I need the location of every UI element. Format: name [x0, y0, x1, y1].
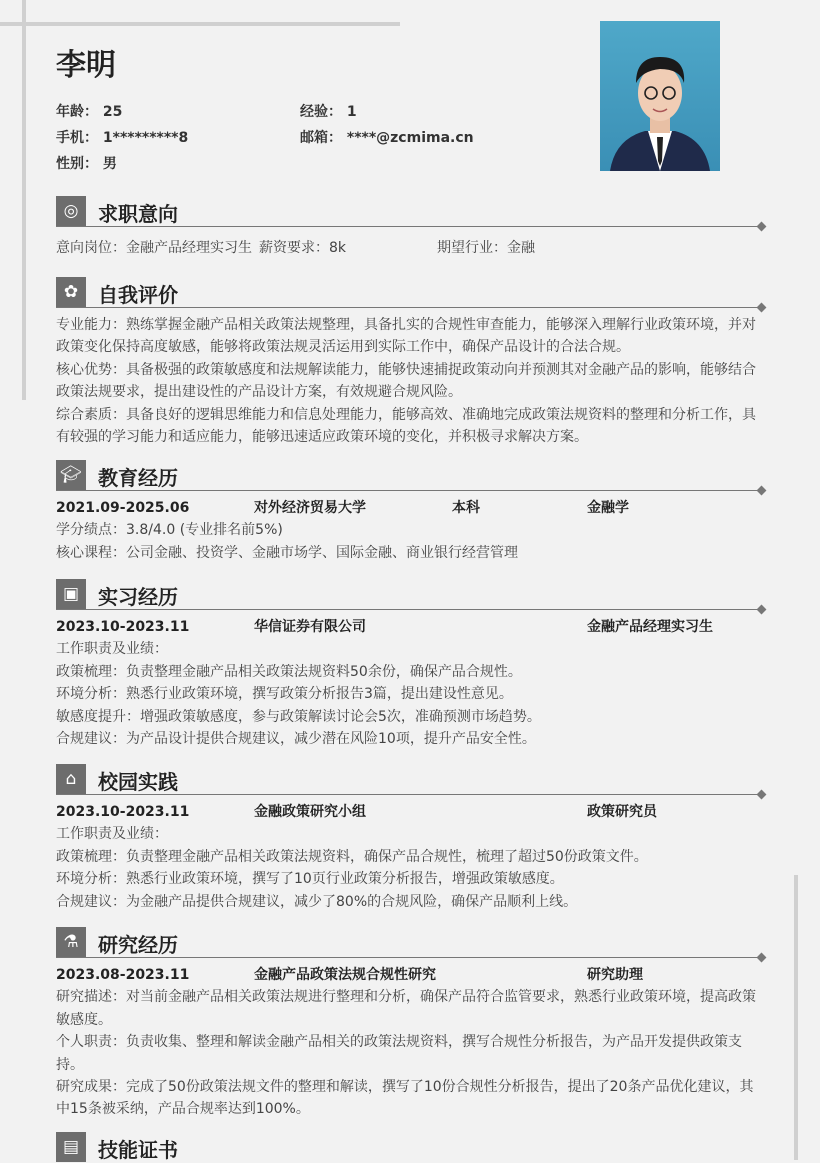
phone: 1*********8 [102, 130, 189, 146]
section-campus [56, 764, 765, 913]
email: ****@zcmima.cn [346, 130, 474, 146]
exp-label: 经验： [300, 104, 342, 120]
flower-icon: ✿ [56, 277, 86, 307]
intern-line: 政策梳理：负责整理金融产品相关政策法规资料50余份，确保产品合规性。 [56, 663, 522, 680]
email-label: 邮箱： [300, 130, 342, 146]
edu-major: 金融学 [587, 500, 629, 516]
section-self-evaluation [56, 277, 765, 448]
decor-line [794, 875, 798, 1160]
intent-position: 意向岗位：金融产品经理实习生 [56, 240, 252, 256]
section-title: 校园实践 [98, 770, 178, 794]
book-icon: ▤ [56, 1132, 86, 1162]
research-project: 金融产品政策法规合规性研究 [254, 967, 436, 983]
section-title: 教育经历 [98, 466, 178, 490]
research-line: 研究成果：完成了50份政策法规文件的整理和解读，撰写了10份合规性分析报告，提出了20条产品优化建议，其中15条被采纳，产品合规率达到100%。 [56, 1079, 754, 1118]
diamond-icon [757, 222, 767, 232]
diamond-icon [757, 790, 767, 800]
section-research [56, 927, 765, 1121]
self-line: 专业能力：熟练掌握金融产品相关政策法规整理，具备扎实的合规性审查能力，能够深入理解行业政策环境，并对政策变化保持高度敏感，能够将政策法规灵活运用到实际工作中，确保产品设计的合法合规。 [56, 317, 756, 356]
campus-org: 金融政策研究小组 [254, 804, 366, 820]
graduation-cap-icon: 🎓︎ [56, 460, 86, 490]
diamond-icon [757, 486, 767, 496]
research-line: 研究描述：对当前金融产品相关政策法规进行整理和分析，确保产品符合监管要求，熟悉行业政策环境，提高政策敏感度。 [56, 989, 756, 1028]
campus-date: 2023.10-2023.11 [56, 804, 190, 820]
diamond-icon [757, 953, 767, 963]
self-line: 综合素质：具备良好的逻辑思维能力和信息处理能力，能够高效、准确地完成政策法规资料的整理和分析工作，具有较强的学习能力和适应能力，能够迅速适应政策环境的变化，并积极寻求解决方案。 [56, 406, 756, 446]
decor-line [22, 0, 26, 400]
intent-industry: 期望行业：金融 [437, 240, 535, 256]
flask-icon: ⚗ [56, 927, 86, 957]
intern-line: 合规建议：为产品设计提供合规建议，减少潜在风险10项，提升产品安全性。 [56, 731, 536, 748]
campus-line: 合规建议：为金融产品提供合规建议，减少了80%的合规风险，确保产品顺利上线。 [56, 893, 578, 910]
section-title: 自我评价 [98, 283, 178, 307]
decor-line [0, 22, 400, 26]
gender: 男 [102, 156, 117, 172]
school-icon: ⌂ [56, 764, 86, 794]
age-label: 年龄： [56, 104, 98, 120]
diamond-icon [757, 303, 767, 313]
campus-line: 政策梳理：负责整理金融产品相关政策法规资料，确保产品合规性，梳理了超过50份政策文件。 [56, 848, 648, 865]
campus-line: 环境分析：熟悉行业政策环境，撰写了10页行业政策分析报告，增强政策敏感度。 [56, 871, 564, 888]
intern-org: 华信证券有限公司 [254, 619, 366, 635]
research-date: 2023.08-2023.11 [56, 967, 190, 983]
campus-line: 工作职责及业绩： [56, 826, 168, 843]
self-line: 核心优势：具备极强的政策敏感度和法规解读能力，能够快速捕捉政策动向并预测其对金融产品的影响，能够结合政策法规要求，提出建设性的产品设计方案，有效规避合规风险。 [56, 361, 756, 401]
section-education [56, 460, 765, 564]
research-role: 研究助理 [587, 967, 643, 983]
edu-degree: 本科 [452, 500, 480, 516]
section-job-intent [56, 196, 765, 259]
research-line: 个人职责：负责收集、整理和解读金融产品相关的政策法规资料，撰写合规性分析报告，为产品开发提供政策支持。 [56, 1034, 742, 1073]
section-title: 实习经历 [98, 585, 178, 609]
intern-date: 2023.10-2023.11 [56, 619, 190, 635]
edu-date: 2021.09-2025.06 [56, 500, 190, 516]
diamond-icon [757, 605, 767, 615]
section-title: 研究经历 [98, 933, 178, 957]
edu-school: 对外经济贸易大学 [254, 500, 366, 516]
intern-line: 工作职责及业绩： [56, 641, 168, 658]
section-title: 求职意向 [98, 202, 178, 226]
age: 25 [102, 104, 123, 120]
target-icon: ◎ [56, 196, 86, 226]
experience: 1 [346, 104, 357, 120]
intern-line: 敏感度提升：增强政策敏感度，参与政策解读讨论会5次，准确预测市场趋势。 [56, 708, 541, 725]
edu-line: 核心课程：公司金融、投资学、金融市场学、国际金融、商业银行经营管理 [56, 544, 518, 561]
campus-role: 政策研究员 [587, 804, 657, 820]
intern-line: 环境分析：熟悉行业政策环境，撰写政策分析报告3篇，提出建设性意见。 [56, 686, 513, 703]
section-internship [56, 579, 765, 750]
candidate-name: 李明 [56, 48, 116, 83]
briefcase-icon: ▣ [56, 579, 86, 609]
gender-label: 性别： [56, 156, 98, 172]
section-skills [56, 1132, 765, 1162]
section-title: 技能证书 [98, 1138, 178, 1162]
intern-role: 金融产品经理实习生 [587, 619, 713, 635]
phone-label: 手机： [56, 130, 98, 146]
edu-line: 学分绩点：3.8/4.0 (专业排名前5%) [56, 522, 283, 539]
profile-photo [600, 21, 720, 171]
intent-salary: 薪资要求：8k [259, 240, 347, 256]
